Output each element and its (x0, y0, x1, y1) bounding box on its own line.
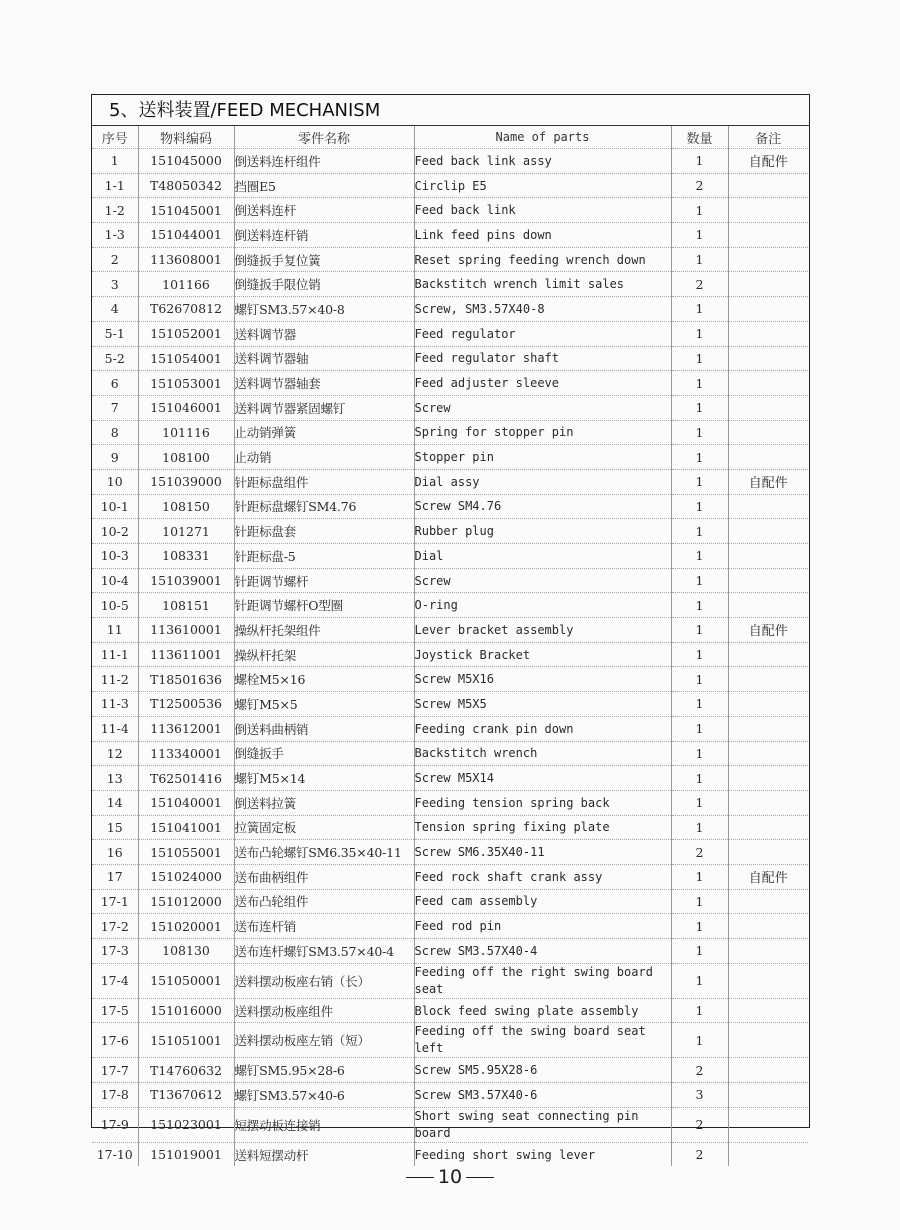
part-name-cn: 针距调节螺杆O型圈 (234, 593, 414, 618)
material-code: 151054001 (138, 346, 234, 371)
part-number: 11-2 (92, 667, 138, 692)
part-number: 11 (92, 618, 138, 643)
material-code: 101166 (138, 272, 234, 297)
quantity: 1 (671, 544, 728, 569)
page-dash-left (406, 1177, 434, 1179)
section-title: 5、送料装置/FEED MECHANISM (92, 95, 809, 126)
table-row (92, 914, 808, 939)
material-code: 151044001 (138, 223, 234, 248)
table-row (92, 692, 808, 717)
header-name-en: Name of parts (414, 126, 671, 149)
part-number: 12 (92, 741, 138, 766)
quantity: 2 (671, 1142, 728, 1166)
remark (728, 1142, 808, 1166)
page-dash-right (466, 1177, 494, 1179)
part-number: 1-2 (92, 198, 138, 223)
material-code: 108130 (138, 939, 234, 964)
part-number: 17-7 (92, 1058, 138, 1083)
quantity: 2 (671, 1058, 728, 1083)
part-name-en: Reset spring feeding wrench down (414, 247, 671, 272)
part-number: 2 (92, 247, 138, 272)
quantity: 1 (671, 889, 728, 914)
remark (728, 692, 808, 717)
part-name-cn: 操纵杆托架组件 (234, 618, 414, 643)
table-row (92, 1083, 808, 1108)
table-row (92, 198, 808, 223)
part-name-en: Feed rod pin (414, 914, 671, 939)
quantity: 1 (671, 790, 728, 815)
part-number: 5-1 (92, 321, 138, 346)
part-name-cn: 螺钉M5×14 (234, 766, 414, 791)
material-code: T14760632 (138, 1058, 234, 1083)
material-code: 151040001 (138, 790, 234, 815)
part-name-cn: 螺钉SM3.57×40-8 (234, 297, 414, 322)
part-name-en: Screw SM6.35X40-11 (414, 840, 671, 865)
part-number: 17-10 (92, 1142, 138, 1166)
table-row (92, 247, 808, 272)
quantity: 1 (671, 149, 728, 174)
quantity: 1 (671, 297, 728, 322)
table-row (92, 519, 808, 544)
material-code: 108151 (138, 593, 234, 618)
part-name-cn: 挡圈E5 (234, 173, 414, 198)
part-number: 1 (92, 149, 138, 174)
part-number: 11-1 (92, 642, 138, 667)
part-number: 17-2 (92, 914, 138, 939)
part-name-cn: 针距标盘组件 (234, 469, 414, 494)
table-row (92, 618, 808, 643)
part-name-cn: 送料调节器轴 (234, 346, 414, 371)
material-code: 113611001 (138, 642, 234, 667)
table-row (92, 1107, 808, 1142)
part-name-cn: 送料摆动板座组件 (234, 998, 414, 1023)
part-name-en: Screw SM3.57X40-4 (414, 939, 671, 964)
part-name-en: Screw, SM3.57X40-8 (414, 297, 671, 322)
material-code: 151052001 (138, 321, 234, 346)
material-code: 113608001 (138, 247, 234, 272)
part-name-cn: 送料短摆动杆 (234, 1142, 414, 1166)
part-number: 4 (92, 297, 138, 322)
quantity: 1 (671, 716, 728, 741)
material-code: 151039001 (138, 568, 234, 593)
table-row (92, 149, 808, 174)
part-number: 9 (92, 445, 138, 470)
quantity: 1 (671, 445, 728, 470)
remark (728, 766, 808, 791)
remark: 自配件 (728, 864, 808, 889)
quantity: 1 (671, 998, 728, 1023)
remark (728, 568, 808, 593)
table-body (92, 149, 808, 1167)
quantity: 1 (671, 469, 728, 494)
part-name-cn: 短摆动板连接销 (234, 1107, 414, 1142)
part-number: 17-9 (92, 1107, 138, 1142)
table-row (92, 346, 808, 371)
part-name-cn: 倒送料连杆组件 (234, 149, 414, 174)
part-name-en: Screw M5X5 (414, 692, 671, 717)
material-code: 151020001 (138, 914, 234, 939)
quantity: 1 (671, 864, 728, 889)
part-number: 1-3 (92, 223, 138, 248)
table-row (92, 642, 808, 667)
remark (728, 642, 808, 667)
part-name-cn: 止动销弹簧 (234, 420, 414, 445)
part-name-en: Feeding crank pin down (414, 716, 671, 741)
part-number: 17-5 (92, 998, 138, 1023)
remark (728, 371, 808, 396)
quantity: 1 (671, 914, 728, 939)
remark (728, 815, 808, 840)
header-note: 备注 (728, 126, 808, 149)
part-name-en: Feeding short swing lever (414, 1142, 671, 1166)
part-name-en: Block feed swing plate assembly (414, 998, 671, 1023)
part-name-en: Feed cam assembly (414, 889, 671, 914)
remark (728, 716, 808, 741)
part-name-cn: 针距调节螺杆 (234, 568, 414, 593)
quantity: 1 (671, 247, 728, 272)
quantity: 2 (671, 173, 728, 198)
part-name-en: O-ring (414, 593, 671, 618)
part-number: 6 (92, 371, 138, 396)
table-row (92, 445, 808, 470)
remark (728, 247, 808, 272)
remark (728, 519, 808, 544)
part-name-cn: 倒缝扳手限位销 (234, 272, 414, 297)
remark: 自配件 (728, 149, 808, 174)
table-row (92, 840, 808, 865)
part-name-cn: 倒送料连杆 (234, 198, 414, 223)
part-name-cn: 送布连杆螺钉SM3.57×40-4 (234, 939, 414, 964)
part-name-en: Dial (414, 544, 671, 569)
table-row (92, 297, 808, 322)
part-number: 15 (92, 815, 138, 840)
remark (728, 346, 808, 371)
part-name-en: Link feed pins down (414, 223, 671, 248)
part-number: 10 (92, 469, 138, 494)
remark (728, 741, 808, 766)
parts-table (92, 126, 808, 1166)
quantity: 1 (671, 642, 728, 667)
table-row (92, 223, 808, 248)
table-row (92, 766, 808, 791)
material-code: 151046001 (138, 395, 234, 420)
quantity: 2 (671, 1107, 728, 1142)
table-row (92, 593, 808, 618)
part-name-en: Feed rock shaft crank assy (414, 864, 671, 889)
part-number: 10-4 (92, 568, 138, 593)
quantity: 1 (671, 198, 728, 223)
part-number: 14 (92, 790, 138, 815)
material-code: 151039000 (138, 469, 234, 494)
part-name-en: Screw M5X16 (414, 667, 671, 692)
remark (728, 223, 808, 248)
table-row (92, 173, 808, 198)
material-code: 151045000 (138, 149, 234, 174)
part-number: 13 (92, 766, 138, 791)
quantity: 1 (671, 346, 728, 371)
remark (728, 297, 808, 322)
remark (728, 173, 808, 198)
part-name-en: Screw SM4.76 (414, 494, 671, 519)
material-code: 151012000 (138, 889, 234, 914)
part-name-cn: 针距标盘螺钉SM4.76 (234, 494, 414, 519)
part-name-cn: 针距标盘套 (234, 519, 414, 544)
remark (728, 963, 808, 998)
part-number: 17-6 (92, 1023, 138, 1058)
table-row (92, 1142, 808, 1166)
table-row (92, 1023, 808, 1058)
part-name-en: Feed adjuster sleeve (414, 371, 671, 396)
part-name-en: Screw (414, 395, 671, 420)
quantity: 3 (671, 1083, 728, 1108)
material-code: 151045001 (138, 198, 234, 223)
table-row (92, 469, 808, 494)
table-row (92, 544, 808, 569)
material-code: 151023001 (138, 1107, 234, 1142)
quantity: 1 (671, 593, 728, 618)
header-no: 序号 (92, 126, 138, 149)
part-name-cn: 螺钉M5×5 (234, 692, 414, 717)
remark (728, 321, 808, 346)
quantity: 1 (671, 223, 728, 248)
remark (728, 544, 808, 569)
part-name-cn: 拉簧固定板 (234, 815, 414, 840)
table-row (92, 321, 808, 346)
parts-list-frame (91, 94, 810, 1163)
part-number: 10-1 (92, 494, 138, 519)
table-row (92, 741, 808, 766)
remark: 自配件 (728, 469, 808, 494)
table-row (92, 790, 808, 815)
quantity: 1 (671, 939, 728, 964)
material-code: T62670812 (138, 297, 234, 322)
part-number: 5-2 (92, 346, 138, 371)
quantity: 2 (671, 840, 728, 865)
part-name-en: Circlip E5 (414, 173, 671, 198)
remark (728, 593, 808, 618)
part-number: 7 (92, 395, 138, 420)
material-code: 151055001 (138, 840, 234, 865)
quantity: 1 (671, 420, 728, 445)
part-number: 17-3 (92, 939, 138, 964)
header-name-cn: 零件名称 (234, 126, 414, 149)
table-row (92, 1058, 808, 1083)
part-name-en: Feeding tension spring back (414, 790, 671, 815)
quantity: 1 (671, 1023, 728, 1058)
remark (728, 1058, 808, 1083)
part-name-en: Screw (414, 568, 671, 593)
material-code: T62501416 (138, 766, 234, 791)
material-code: 101271 (138, 519, 234, 544)
material-code: 113610001 (138, 618, 234, 643)
remark (728, 889, 808, 914)
table-row (92, 667, 808, 692)
material-code: T13670612 (138, 1083, 234, 1108)
part-name-en: Feeding off the right swing board seat (414, 963, 671, 998)
part-name-en: Joystick Bracket (414, 642, 671, 667)
part-name-en: Feed regulator (414, 321, 671, 346)
part-name-en: Lever bracket assembly (414, 618, 671, 643)
material-code: 101116 (138, 420, 234, 445)
part-name-cn: 送布连杆销 (234, 914, 414, 939)
quantity: 1 (671, 395, 728, 420)
remark (728, 1023, 808, 1058)
part-name-cn: 操纵杆托架 (234, 642, 414, 667)
quantity: 1 (671, 963, 728, 998)
remark (728, 914, 808, 939)
part-number: 17-4 (92, 963, 138, 998)
remark (728, 667, 808, 692)
part-number: 11-4 (92, 716, 138, 741)
quantity: 1 (671, 667, 728, 692)
table-row (92, 963, 808, 998)
remark (728, 198, 808, 223)
part-name-cn: 螺钉SM3.57×40-6 (234, 1083, 414, 1108)
quantity: 1 (671, 766, 728, 791)
material-code: 108331 (138, 544, 234, 569)
quantity: 1 (671, 519, 728, 544)
table-row (92, 815, 808, 840)
table-row (92, 864, 808, 889)
part-name-en: Backstitch wrench limit sales (414, 272, 671, 297)
table-row (92, 272, 808, 297)
material-code: T18501636 (138, 667, 234, 692)
material-code: 108100 (138, 445, 234, 470)
table-row (92, 494, 808, 519)
page-number-text: 10 (437, 1166, 463, 1188)
quantity: 1 (671, 741, 728, 766)
part-name-cn: 送料调节器轴套 (234, 371, 414, 396)
header-qty: 数量 (671, 126, 728, 149)
material-code: 113340001 (138, 741, 234, 766)
part-name-en: Feed regulator shaft (414, 346, 671, 371)
header-code: 物料编码 (138, 126, 234, 149)
quantity: 1 (671, 815, 728, 840)
part-name-cn: 送料调节器紧固螺钉 (234, 395, 414, 420)
material-code: 151041001 (138, 815, 234, 840)
quantity: 1 (671, 568, 728, 593)
remark (728, 494, 808, 519)
part-number: 8 (92, 420, 138, 445)
remark (728, 790, 808, 815)
part-number: 10-2 (92, 519, 138, 544)
part-number: 3 (92, 272, 138, 297)
remark (728, 939, 808, 964)
part-name-en: Screw SM5.95X28-6 (414, 1058, 671, 1083)
table-row (92, 568, 808, 593)
part-name-en: Spring for stopper pin (414, 420, 671, 445)
part-name-cn: 送布凸轮螺钉SM6.35×40-11 (234, 840, 414, 865)
table-row (92, 716, 808, 741)
part-name-cn: 送料摆动板座右销（长） (234, 963, 414, 998)
part-name-en: Feed back link (414, 198, 671, 223)
part-number: 17 (92, 864, 138, 889)
part-name-cn: 送布曲柄组件 (234, 864, 414, 889)
part-name-cn: 送布凸轮组件 (234, 889, 414, 914)
part-name-cn: 倒送料拉簧 (234, 790, 414, 815)
table-row (92, 939, 808, 964)
part-name-cn: 针距标盘-5 (234, 544, 414, 569)
material-code: T12500536 (138, 692, 234, 717)
part-name-cn: 螺钉SM5.95×28-6 (234, 1058, 414, 1083)
remark (728, 840, 808, 865)
part-number: 1-1 (92, 173, 138, 198)
table-row (92, 371, 808, 396)
remark: 自配件 (728, 618, 808, 643)
table-row (92, 395, 808, 420)
material-code: 151016000 (138, 998, 234, 1023)
part-number: 10-3 (92, 544, 138, 569)
part-name-cn: 螺栓M5×16 (234, 667, 414, 692)
material-code: 151019001 (138, 1142, 234, 1166)
part-name-en: Feeding off the swing board seat left (414, 1023, 671, 1058)
part-name-en: Tension spring fixing plate (414, 815, 671, 840)
remark (728, 1083, 808, 1108)
material-code: 151053001 (138, 371, 234, 396)
part-name-cn: 止动销 (234, 445, 414, 470)
part-name-en: Screw SM3.57X40-6 (414, 1083, 671, 1108)
remark (728, 395, 808, 420)
remark (728, 998, 808, 1023)
part-name-en: Short swing seat connecting pin board (414, 1107, 671, 1142)
page-number (0, 1166, 900, 1188)
material-code: 151050001 (138, 963, 234, 998)
material-code: 151024000 (138, 864, 234, 889)
remark (728, 445, 808, 470)
part-number: 17-8 (92, 1083, 138, 1108)
quantity: 1 (671, 692, 728, 717)
quantity: 1 (671, 321, 728, 346)
part-name-cn: 倒缝扳手复位簧 (234, 247, 414, 272)
quantity: 2 (671, 272, 728, 297)
quantity: 1 (671, 494, 728, 519)
part-number: 17-1 (92, 889, 138, 914)
material-code: 113612001 (138, 716, 234, 741)
quantity: 1 (671, 618, 728, 643)
part-name-en: Screw M5X14 (414, 766, 671, 791)
part-number: 16 (92, 840, 138, 865)
remark (728, 420, 808, 445)
remark (728, 1107, 808, 1142)
part-name-cn: 倒送料曲柄销 (234, 716, 414, 741)
material-code: 151051001 (138, 1023, 234, 1058)
quantity: 1 (671, 371, 728, 396)
remark (728, 272, 808, 297)
table-row (92, 420, 808, 445)
part-number: 10-5 (92, 593, 138, 618)
material-code: 108150 (138, 494, 234, 519)
part-name-en: Dial assy (414, 469, 671, 494)
part-name-en: Stopper pin (414, 445, 671, 470)
part-name-cn: 倒送料连杆销 (234, 223, 414, 248)
table-header-row (92, 126, 808, 149)
part-name-cn: 倒缝扳手 (234, 741, 414, 766)
table-row (92, 998, 808, 1023)
part-name-en: Rubber plug (414, 519, 671, 544)
material-code: T48050342 (138, 173, 234, 198)
part-name-cn: 送料调节器 (234, 321, 414, 346)
part-number: 11-3 (92, 692, 138, 717)
part-name-en: Backstitch wrench (414, 741, 671, 766)
part-name-cn: 送料摆动板座左销（短） (234, 1023, 414, 1058)
table-row (92, 889, 808, 914)
part-name-en: Feed back link assy (414, 149, 671, 174)
